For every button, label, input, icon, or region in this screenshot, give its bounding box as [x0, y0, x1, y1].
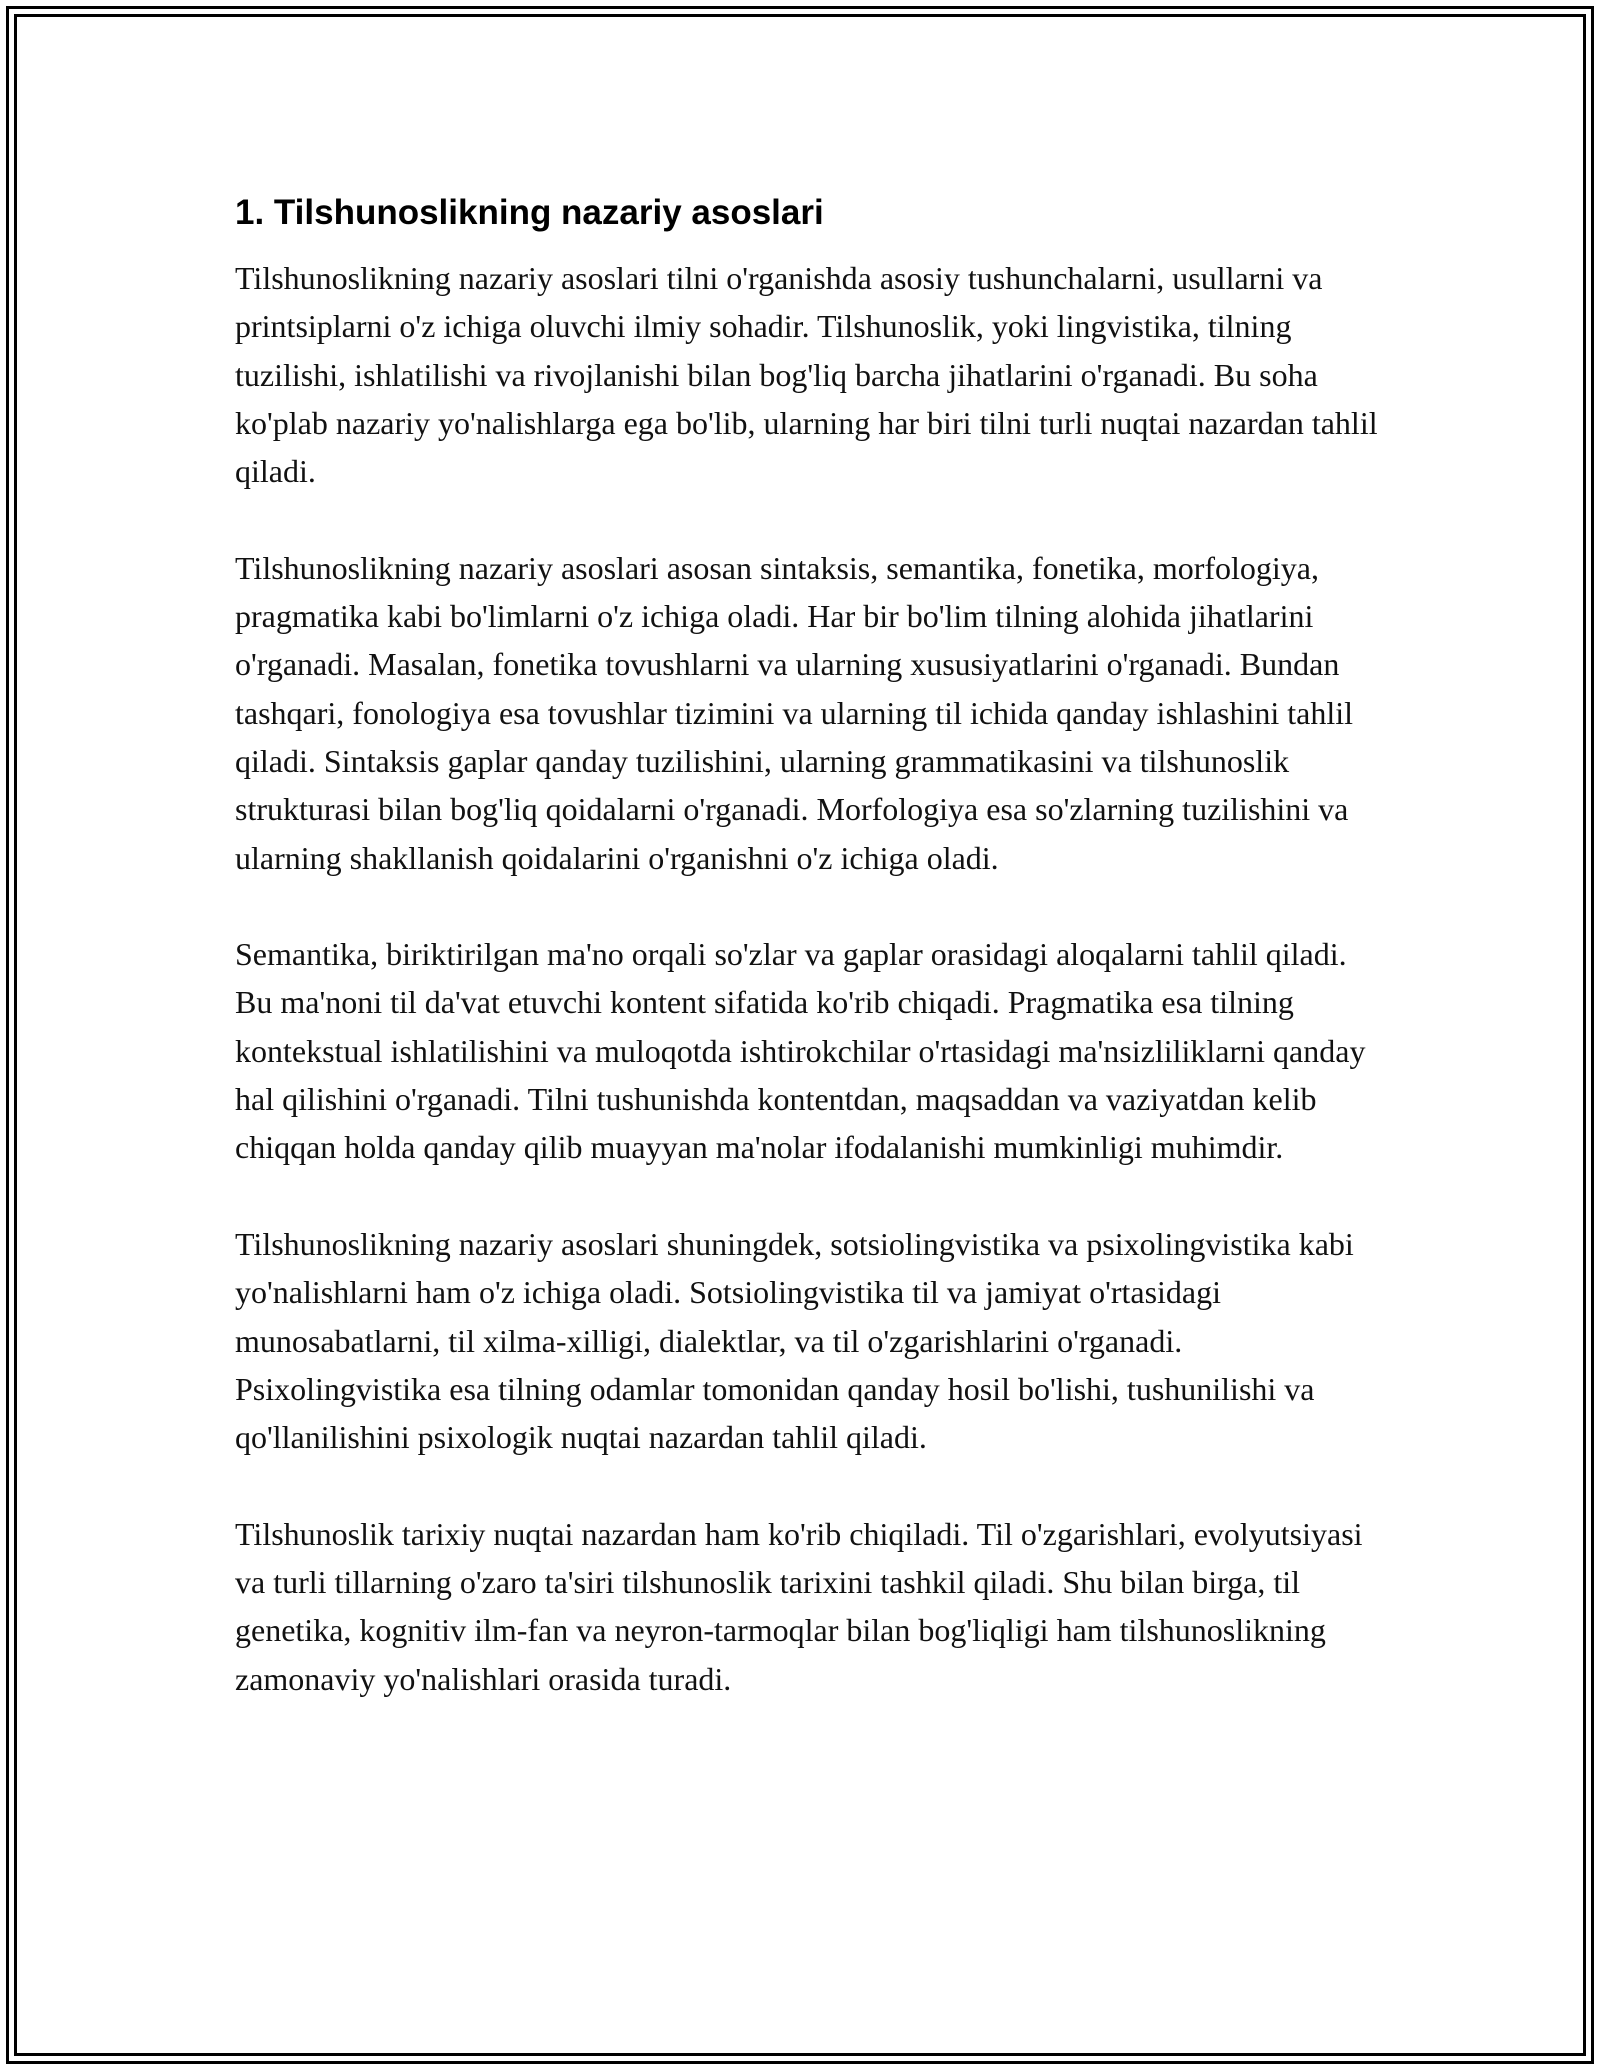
paragraph-5: Tilshunoslik tarixiy nuqtai nazardan ham ko'rib chiqiladi. Til o'zgarishlari, evolyutsiyasi va turli tillarning o'zaro ta'siri tilshunoslik tarixini tashkil qiladi. Shu bilan birga, til genetika, kognitiv ilm-fan va neyron-tarmoqlar bilan bog'liqligi ham tilshunoslikning zamonaviy yo'nalishlari orasida turadi.	[235, 1515, 1363, 1697]
section-heading: 1. Tilshunoslikning nazariy asoslari	[235, 193, 824, 232]
paragraph-1: Tilshunoslikning nazariy asoslari tilni o'rganishda asosiy tushunchalarni, usullarni va printsiplarni o'z ichiga oluvchi ilmiy sohadir. Tilshunoslik, yoki lingvistika, tilning tuzilishi, ishlatilishi va rivojlanishi bilan bog'liq barcha jihatlarini o'rganadi. Bu soha ko'plab nazariy yo'nalishlarga ega bo'lib, ularning har biri tilni turli nuqtai nazardan tahlil qiladi.	[235, 260, 1378, 490]
document-body	[235, 188, 1385, 1703]
paragraph-4: Tilshunoslikning nazariy asoslari shuningdek, sotsiolingvistika va psixolingvistika kabi yo'nalishlarni ham o'z ichiga oladi. Sotsiolingvistika til va jamiyat o'rtasidagi munosabatlarni, til xilma-xilligi, dialektlar, va til o'zgarishlarini o'rganadi. Psixolingvistika esa tilning odamlar tomonidan qanday hosil bo'lishi, tushunilishi va qo'llanilishini psixologik nuqtai nazardan tahlil qiladi.	[235, 1225, 1354, 1456]
paragraph-2: Tilshunoslikning nazariy asoslari asosan sintaksis, semantika, fonetika, morfologiya, pragmatika kabi bo'limlarni o'z ichiga oladi. Har bir bo'lim tilning alohida jihatlarini o'rganadi. Masalan, fonetika tovushlarni va ularning xususiyatlarini o'rganadi. Bundan tashqari, fonologiya esa tovushlar tizimini va ularning til ichida qanday ishlashini tahlil qiladi. Sintaksis gaplar qanday tuzilishini, ularning grammatikasini va tilshunoslik strukturasi bilan bog'liq qoidalarni o'rganadi. Morfologiya esa so'zlarning tuzilishini va ularning shakllanish qoidalarini o'rganishni o'z ichiga oladi.	[235, 549, 1353, 876]
paragraph-3: Semantika, biriktirilgan ma'no orqali so'zlar va gaplar orasidagi aloqalarni tahlil qiladi. Bu ma'noni til da'vat etuvchi kontent sifatida ko'rib chiqadi. Pragmatika esa tilning kontekstual ishlatilishini va muloqotda ishtirokchilar o'rtasidagi ma'nsizliliklarni qanday hal qilishini o'rganadi. Tilni tushunishda kontentdan, maqsaddan va vaziyatdan kelib chiqqan holda qanday qilib muayyan ma'nolar ifodalanishi mumkinligi muhimdir.	[235, 936, 1366, 1166]
